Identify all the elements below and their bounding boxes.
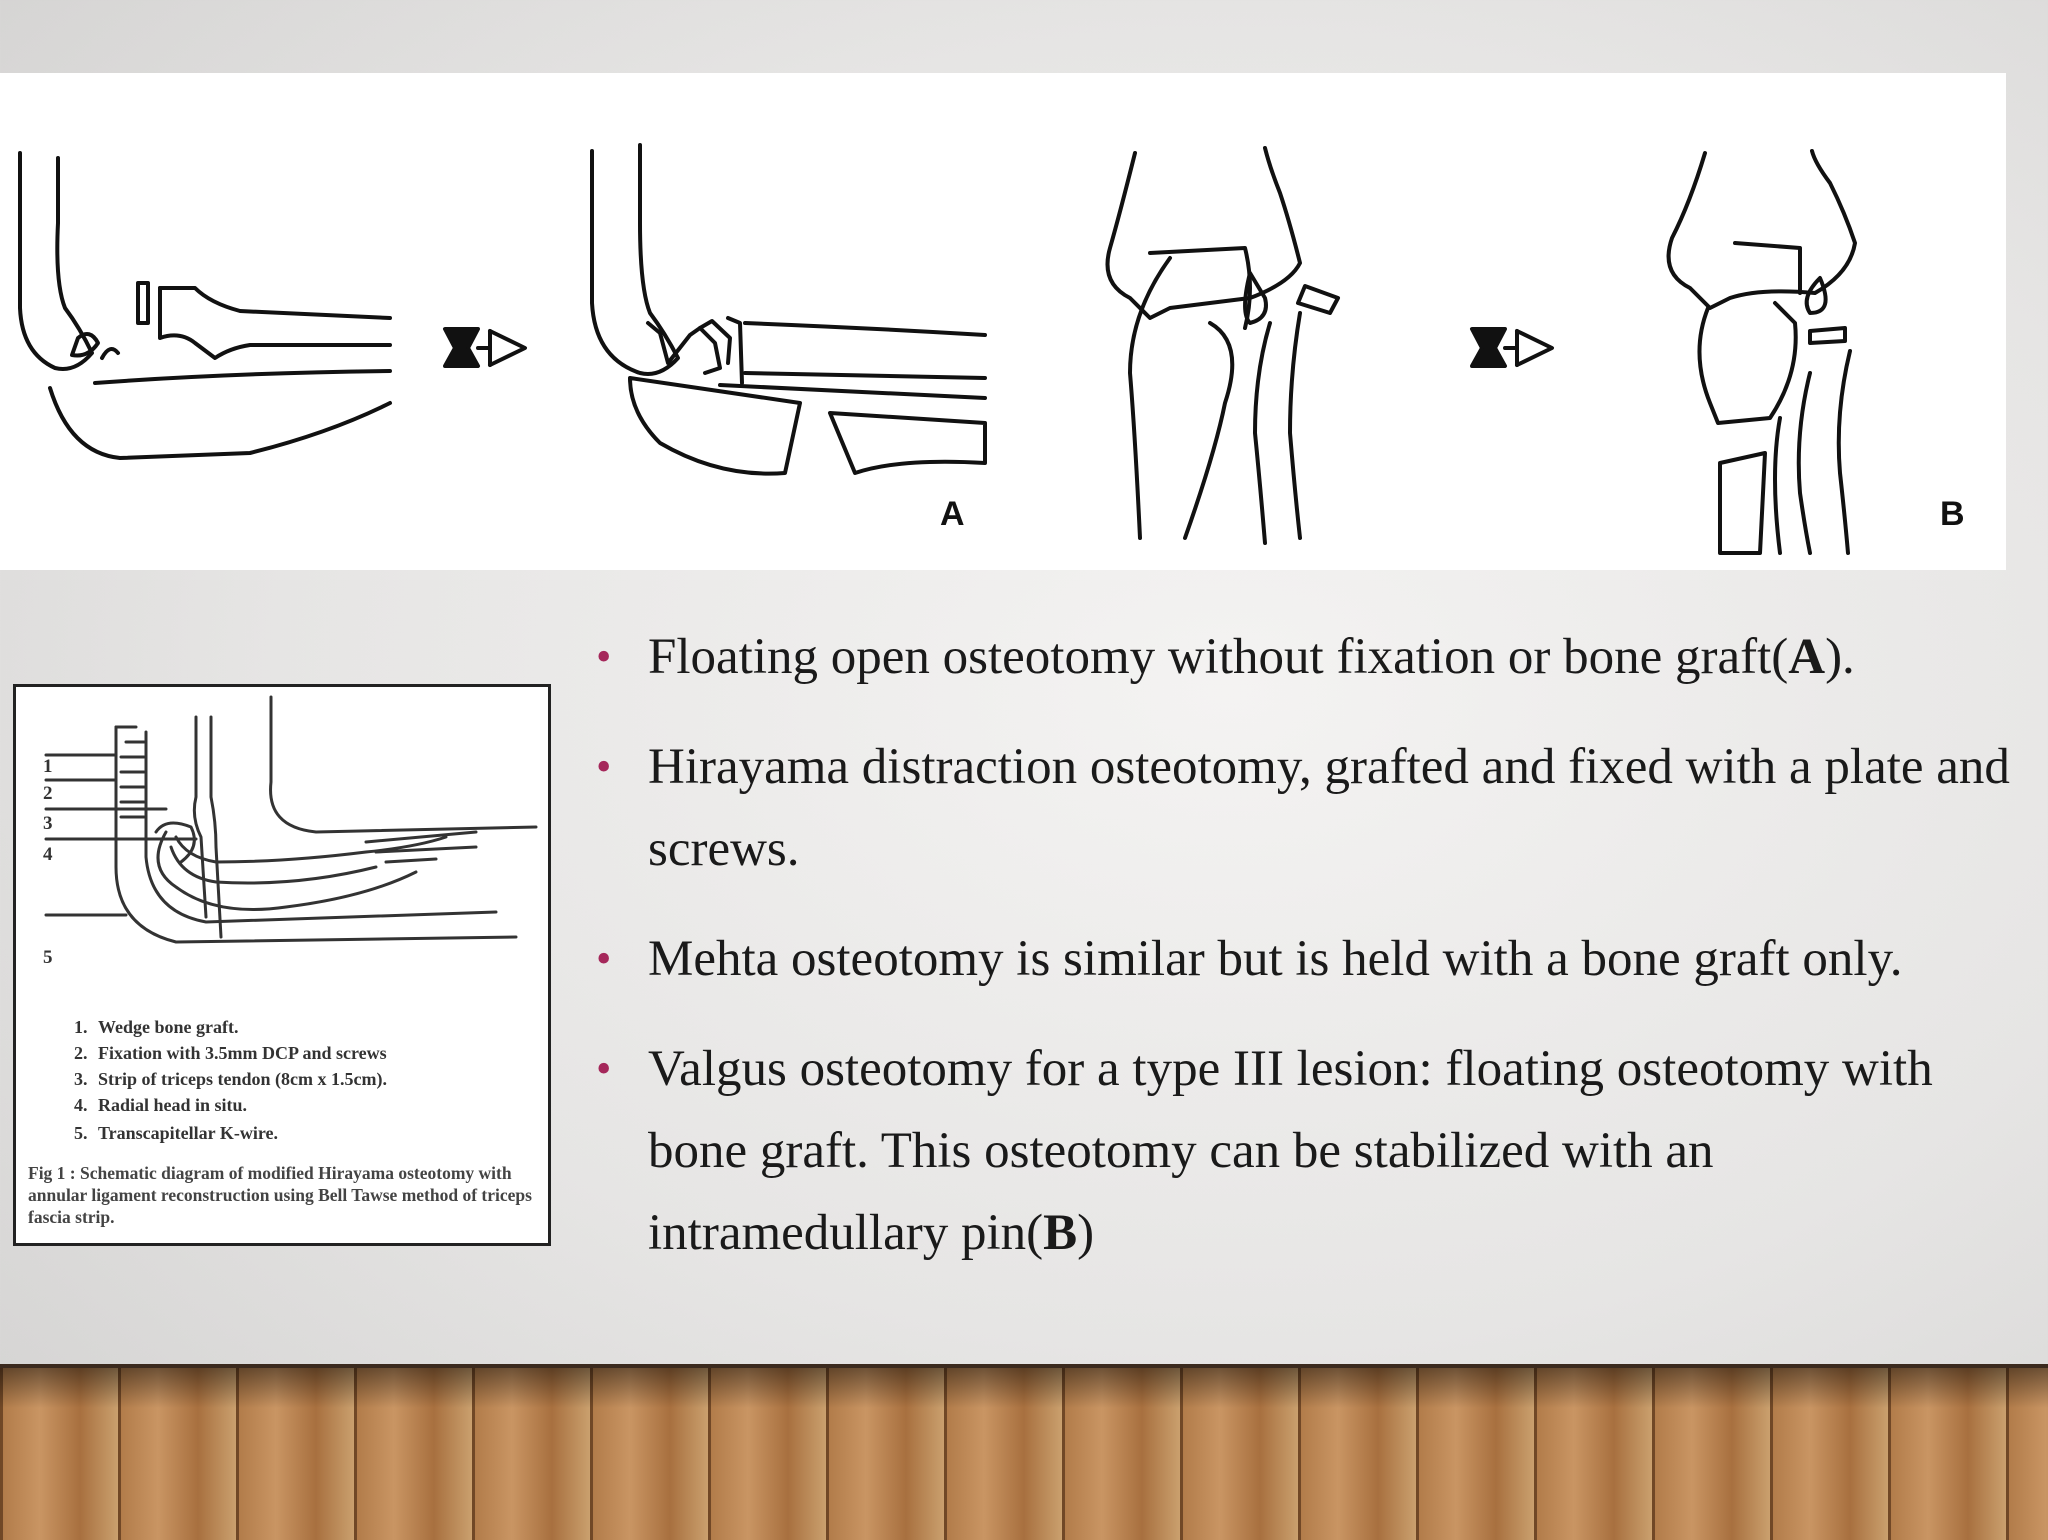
bullet-dot-icon: • bbox=[596, 742, 612, 791]
inset-number-1: 1 bbox=[43, 756, 53, 777]
osteotomy-figure bbox=[0, 73, 2006, 570]
legend-item: 2. Fixation with 3.5mm DCP and screws bbox=[74, 1043, 387, 1063]
inset-caption: Fig 1 : Schematic diagram of modified Hirayama osteotomy with annular ligament reconstruction using Bell Tawse method of triceps fascia strip. bbox=[28, 1163, 532, 1227]
inset-number-5: 5 bbox=[43, 947, 53, 968]
legend-item: 1. Wedge bone graft. bbox=[74, 1017, 239, 1037]
bullet-item: • Floating open osteotomy without fixation or bone graft(A). bbox=[590, 616, 2010, 698]
wood-floor bbox=[0, 1364, 2048, 1540]
arrow-icon bbox=[1472, 329, 1552, 366]
legend-item: 3. Strip of triceps tendon (8cm x 1.5cm). bbox=[74, 1069, 387, 1089]
inset-number-3: 3 bbox=[43, 813, 53, 834]
bullet-dot-icon: • bbox=[596, 934, 612, 983]
bullet-item: • Valgus osteotomy for a type III lesion: floating osteotomy with bone graft. This osteotomy can be stabilized with an intramedullary pin(B) bbox=[590, 1028, 2010, 1274]
osteotomy-drawing bbox=[0, 73, 2006, 570]
bullet-item: • Hirayama distraction osteotomy, grafted and fixed with a plate and screws. bbox=[590, 726, 2010, 890]
inset-number-4: 4 bbox=[43, 844, 53, 865]
inset-figure bbox=[13, 684, 551, 1246]
bullet-dot-icon: • bbox=[596, 1044, 612, 1093]
bullet-dot-icon: • bbox=[596, 632, 612, 681]
bullet-item: • Mehta osteotomy is similar but is held with a bone graft only. bbox=[590, 918, 2010, 1000]
legend-item: 5. Transcapitellar K-wire. bbox=[74, 1123, 278, 1143]
arrow-icon bbox=[445, 329, 525, 366]
figure-label-b: B bbox=[1940, 495, 1965, 533]
figure-label-a: A bbox=[940, 495, 965, 533]
legend-item: 4. Radial head in situ. bbox=[74, 1095, 248, 1115]
bullet-list bbox=[590, 616, 2010, 1302]
inset-number-2: 2 bbox=[43, 783, 53, 804]
